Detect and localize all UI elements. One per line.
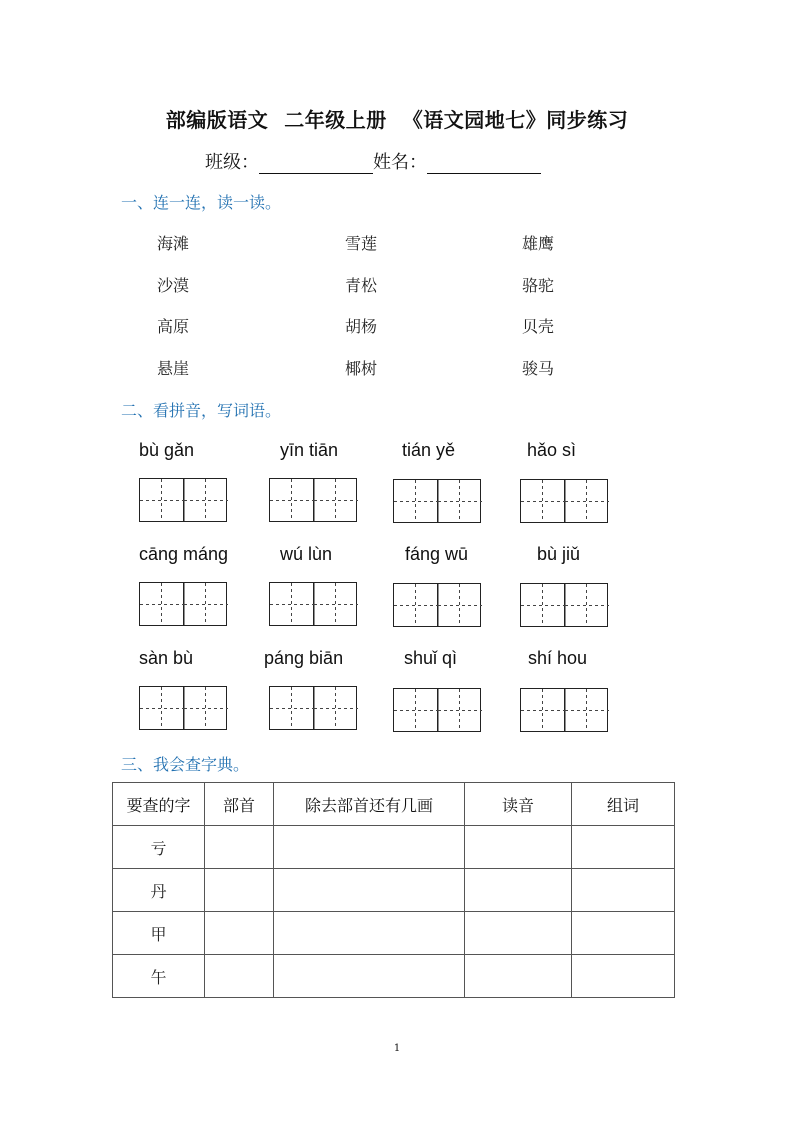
writing-grid[interactable] [139, 686, 227, 730]
writing-grid[interactable] [269, 686, 357, 730]
writing-grid[interactable] [520, 688, 608, 732]
header-char: 要查的字 [113, 783, 205, 826]
section-2-heading: 二、看拼音，写词语。 [121, 401, 282, 420]
reading-cell[interactable] [465, 912, 572, 955]
radical-cell[interactable] [205, 826, 274, 869]
pinyin-prompt: bù jiǔ [537, 544, 581, 564]
connect-word[interactable]: 沙漠 [157, 276, 190, 295]
pinyin-prompt: wú lùn [280, 544, 333, 564]
page-number: 1 [393, 1043, 401, 1054]
header-words: 组词 [572, 783, 675, 826]
name-label: 姓名： [373, 152, 427, 173]
writing-grid[interactable] [139, 582, 227, 626]
connect-word[interactable]: 雪莲 [345, 234, 378, 253]
lookup-char: 午 [113, 955, 205, 998]
reading-cell[interactable] [465, 826, 572, 869]
pinyin-prompt: cāng máng [139, 544, 229, 564]
section-3-heading: 三、我会查字典。 [121, 755, 250, 774]
writing-grid[interactable] [139, 478, 227, 522]
connect-word[interactable]: 海滩 [157, 234, 190, 253]
pinyin-prompt: shí hou [528, 648, 588, 668]
page-title [0, 104, 794, 133]
connect-word[interactable]: 悬崖 [157, 359, 190, 378]
words-cell[interactable] [572, 826, 675, 869]
connect-word[interactable]: 胡杨 [345, 317, 378, 336]
radical-cell[interactable] [205, 955, 274, 998]
strokes-cell[interactable] [274, 912, 465, 955]
reading-cell[interactable] [465, 869, 572, 912]
table-row [113, 869, 675, 912]
writing-grid[interactable] [393, 479, 481, 523]
radical-cell[interactable] [205, 869, 274, 912]
strokes-cell[interactable] [274, 869, 465, 912]
title-lesson: 《语文园地七》同步练习 [402, 108, 629, 132]
lookup-char: 丹 [113, 869, 205, 912]
writing-grid[interactable] [520, 583, 608, 627]
writing-grid[interactable] [393, 583, 481, 627]
pinyin-prompt: páng biān [264, 648, 344, 668]
connect-word[interactable]: 青松 [345, 276, 378, 295]
words-cell[interactable] [572, 912, 675, 955]
title-grade: 二年级上册 [284, 108, 387, 132]
connect-word[interactable]: 椰树 [345, 359, 378, 378]
connect-word[interactable]: 高原 [157, 317, 190, 336]
pinyin-prompt: yīn tiān [280, 440, 339, 460]
dictionary-table [112, 782, 675, 998]
writing-grid[interactable] [393, 688, 481, 732]
connect-word[interactable]: 骏马 [522, 359, 555, 378]
class-blank[interactable] [259, 153, 373, 174]
student-info [205, 148, 541, 174]
radical-cell[interactable] [205, 912, 274, 955]
title-edition: 部编版语文 [165, 108, 269, 132]
header-radical: 部首 [205, 783, 274, 826]
connect-word[interactable]: 雄鹰 [522, 234, 555, 253]
pinyin-prompt: tián yě [402, 440, 456, 460]
words-cell[interactable] [572, 955, 675, 998]
pinyin-prompt: sàn bù [139, 648, 194, 668]
lookup-char: 亏 [113, 826, 205, 869]
pinyin-prompt: fáng wū [405, 544, 469, 564]
header-reading: 读音 [465, 783, 572, 826]
table-header-row [113, 783, 675, 826]
class-label: 班级： [205, 152, 259, 173]
table-row [113, 826, 675, 869]
connect-word[interactable]: 骆驼 [522, 276, 555, 295]
writing-grid[interactable] [269, 582, 357, 626]
pinyin-prompt: shuǐ qì [404, 648, 458, 668]
writing-grid[interactable] [269, 478, 357, 522]
name-blank[interactable] [427, 153, 541, 174]
lookup-char: 甲 [113, 912, 205, 955]
reading-cell[interactable] [465, 955, 572, 998]
connect-word[interactable]: 贝壳 [522, 317, 555, 336]
strokes-cell[interactable] [274, 826, 465, 869]
pinyin-prompt: hǎo sì [527, 440, 577, 460]
writing-grid[interactable] [520, 479, 608, 523]
table-row [113, 912, 675, 955]
words-cell[interactable] [572, 869, 675, 912]
table-row [113, 955, 675, 998]
section-1-heading: 一、连一连，读一读。 [121, 193, 282, 212]
header-strokes: 除去部首还有几画 [274, 783, 465, 826]
pinyin-prompt: bù gǎn [139, 440, 195, 460]
strokes-cell[interactable] [274, 955, 465, 998]
